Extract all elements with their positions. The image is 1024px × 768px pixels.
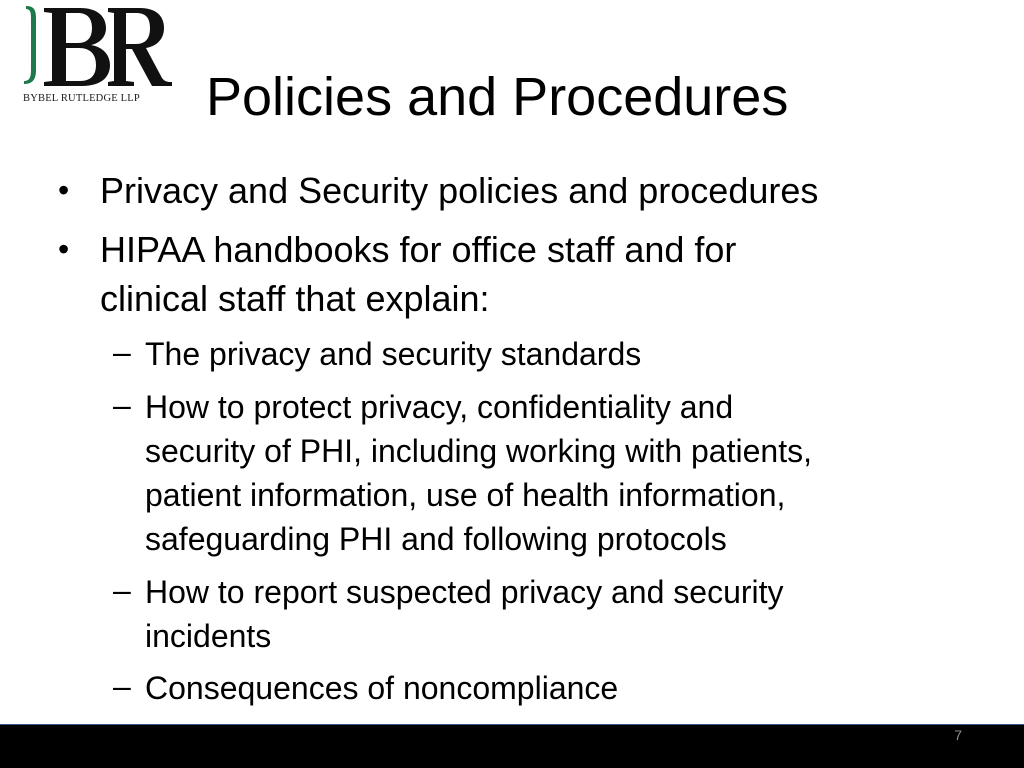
- firm-logo: [22, 4, 172, 108]
- sub-bullet-item: [113, 385, 945, 561]
- sub-bullet-text-line: security of PHI, including working with patients,: [145, 433, 812, 469]
- page-number: 7: [954, 727, 962, 743]
- bullet-text-line: clinical staff that explain:: [100, 278, 490, 319]
- dash-icon: –: [113, 572, 131, 608]
- dash-icon: –: [113, 668, 131, 704]
- sub-bullet-text-line: The privacy and security standards: [145, 336, 642, 372]
- bullet-icon: •: [58, 231, 70, 267]
- sub-bullet-text-line: Consequences of noncompliance: [145, 670, 619, 706]
- bullet-icon: •: [58, 172, 70, 208]
- dash-icon: –: [113, 387, 131, 423]
- bullet-item: [58, 225, 960, 323]
- sub-bullet-text-line: safeguarding PHI and following protocols: [145, 521, 727, 557]
- sub-bullet-item: [113, 666, 945, 710]
- br-logo-mark: [22, 4, 172, 90]
- sub-bullet-item: [113, 332, 945, 376]
- bullet-text-line: HIPAA handbooks for office staff and for: [100, 229, 737, 270]
- sub-bullet-text-line: patient information, use of health information,: [145, 477, 786, 513]
- sub-bullet-text-line: How to report suspected privacy and security: [145, 574, 784, 610]
- sub-bullet-text-line: How to protect privacy, confidentiality and: [145, 389, 734, 425]
- sub-bullet-text-line: incidents: [145, 618, 272, 654]
- bullet-text: Privacy and Security policies and procedures: [100, 170, 819, 211]
- bullet-item: [58, 166, 960, 215]
- footer-bar: [0, 724, 1024, 768]
- firm-name: BYBEL RUTLEDGE LLP: [23, 93, 140, 104]
- sub-bullet-item: [113, 570, 945, 658]
- slide-title: Policies and Procedures: [206, 67, 789, 127]
- dash-icon: –: [113, 334, 131, 370]
